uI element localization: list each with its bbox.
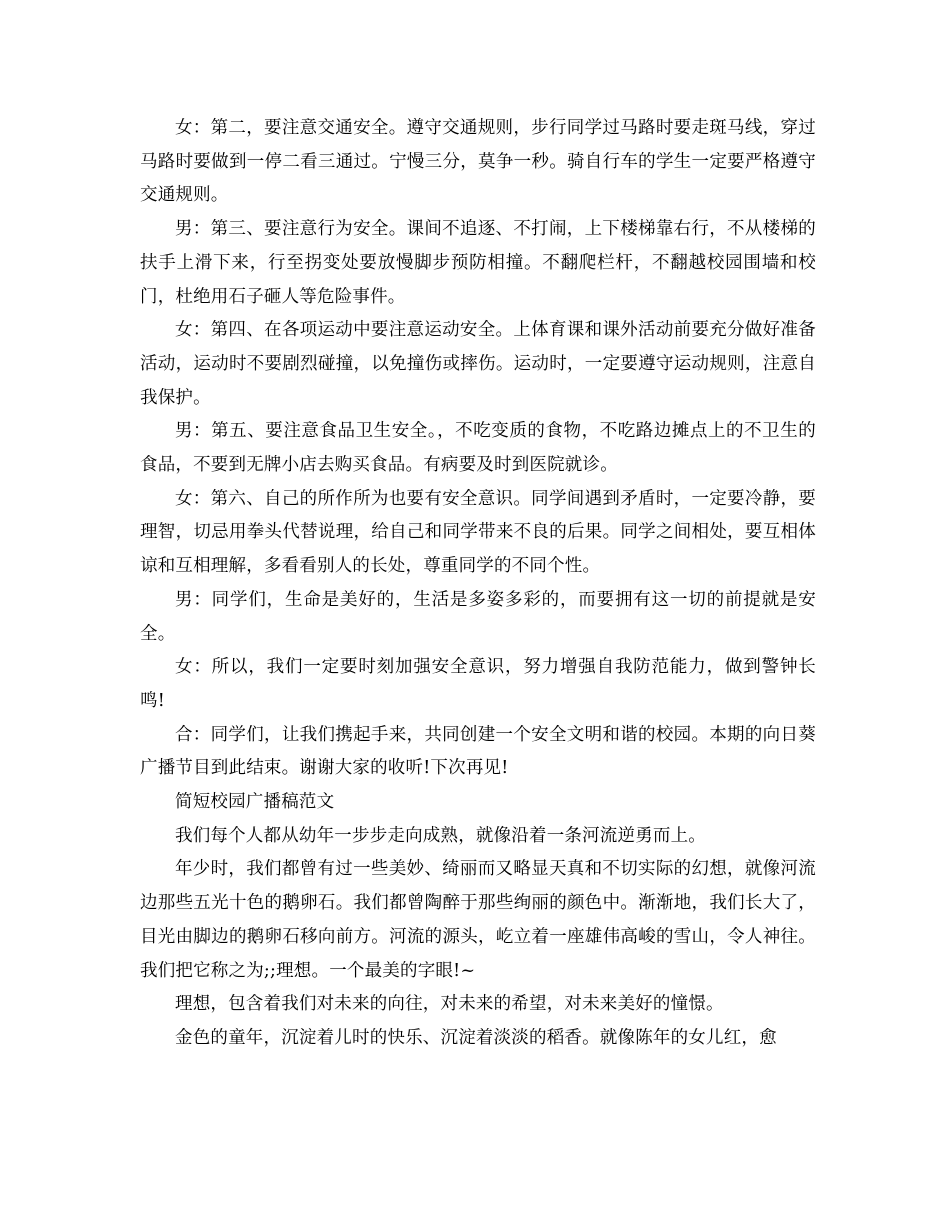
paragraph-growing-up: 我们每个人都从幼年一步步走向成熟，就像沿着一条河流逆勇而上。 [175,825,706,846]
paragraph-ideals: 理想，包含着我们对未来的向往，对未来的希望，对未来美好的憧憬。 [175,994,724,1015]
document-body [140,112,816,1056]
paragraph-closing: 合：同学们，让我们携起手来，共同创建一个安全文明和谐的校园。本期的向日葵广播节目到此结束。谢谢大家的收听!下次再见! [140,724,816,779]
paragraph-life-is-beautiful: 男：同学们，生命是美好的，生活是多姿多彩的，而要拥有这一切的前提就是安全。 [140,589,816,644]
paragraph-behavior-safety: 男：第三、要注意行为安全。课间不追逐、不打闹，上下楼梯靠右行，不从楼梯的扶手上滑下来，行至拐变处要放慢脚步预防相撞。不翻爬栏杆，不翻越校园围墙和校门，杜绝用石子砸人等危险事件。 [140,219,816,307]
paragraph-golden-childhood: 金色的童年，沉淀着儿时的快乐、沉淀着淡淡的稻香。就像陈年的女儿红，愈 [175,1027,777,1048]
paragraph-food-safety: 男：第五、要注意食品卫生安全。，不吃变质的食物，不吃路边摊点上的不卫生的食品，不要到无牌小店去购买食品。有病要及时到医院就诊。 [140,421,816,476]
paragraph-traffic-safety: 女：第二，要注意交通安全。遵守交通规则，步行同学过马路时要走斑马线，穿过马路时要做到一停二看三通过。宁慢三分，莫争一秒。骑自行车的学生一定要严格遵守交通规则。 [140,118,816,206]
paragraph-alarm-bell: 女：所以，我们一定要时刻加强安全意识，努力增强自我防范能力，做到警钟长鸣! [140,657,816,711]
section-title: 简短校园广播稿范文 [175,792,335,813]
paragraph-youth-dreams: 年少时，我们都曾有过一些美妙、绮丽而又略显天真和不切实际的幻想，就像河流边那些五光十色的鹅卵石。我们都曾陶醉于那些绚丽的颜色中。渐渐地，我们长大了，目光由脚边的鹅卵石移向前方。河流的源头，屹立着一座雄伟高峻的雪山，令人神往。我们把它称之为;;理想。一个最美的字眼!~ [140,859,816,981]
paragraph-conduct-awareness: 女：第六、自己的所作所为也要有安全意识。同学间遇到矛盾时，一定要冷静，要理智，切忌用拳头代替说理，给自己和同学带来不良的后果。同学之间相处，要互相体谅和互相理解，多看看别人的长处，尊重同学的不同个性。 [140,488,816,577]
paragraph-sports-safety: 女：第四、在各项运动中要注意运动安全。上体育课和课外活动前要充分做好准备活动，运动时不要剧烈碰撞，以免撞伤或摔伤。运动时，一定要遵守运动规则，注意自我保护。 [140,320,816,408]
